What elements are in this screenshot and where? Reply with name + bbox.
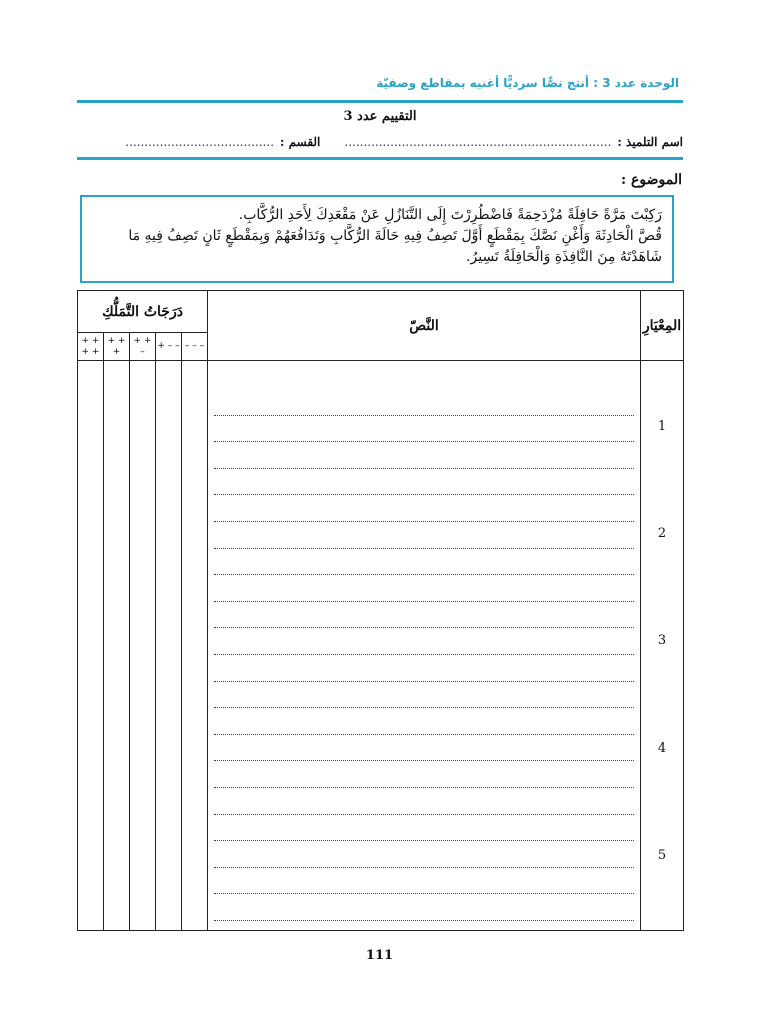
writing-area[interactable] bbox=[208, 361, 641, 931]
subject-box bbox=[80, 195, 674, 283]
student-name-field[interactable]: ...................................................................... bbox=[344, 135, 612, 149]
criterion-header: المِعْيَارِ bbox=[641, 291, 684, 361]
writing-line[interactable] bbox=[214, 522, 634, 549]
writing-line[interactable] bbox=[214, 894, 634, 921]
writing-line[interactable] bbox=[214, 682, 634, 709]
class-field[interactable]: ....................................... bbox=[125, 135, 275, 149]
writing-line[interactable] bbox=[214, 788, 634, 815]
mastery-level-2: + + – bbox=[130, 333, 156, 361]
subject-line-2: قُصَّ الْحَادِثَةَ وَأَغْنِ نَصَّكَ بِمَقْطَعٍ أَوَّلَ تَصِفُ فِيهِ حَالَةَ الرُّكَّابِ وَتَدَافُعَهُمْ وَبِمَقْطَعٍ ثَانٍ تَصِفُ فِيهِ مَا شَاهَدْتَهُ مِنَ النَّافِذَةِ وَالْحَافِلَةُ تَسِيرُ. bbox=[128, 228, 662, 265]
assessment-table bbox=[77, 290, 684, 931]
class-label: القسم : bbox=[280, 135, 321, 149]
criterion-1: 1 bbox=[657, 419, 667, 434]
mastery-level-0: – – – bbox=[182, 333, 208, 361]
mastery-column-4[interactable] bbox=[78, 361, 104, 931]
page-number: 111 bbox=[365, 948, 394, 963]
mastery-column-3[interactable] bbox=[104, 361, 130, 931]
criterion-3: 3 bbox=[657, 633, 667, 648]
writing-line[interactable] bbox=[214, 549, 634, 576]
writing-line[interactable] bbox=[214, 708, 634, 735]
writing-line[interactable] bbox=[214, 735, 634, 762]
subject-label: الموضوع : bbox=[621, 172, 682, 188]
writing-line[interactable] bbox=[214, 442, 634, 469]
mastery-column-2[interactable] bbox=[130, 361, 156, 931]
writing-line[interactable] bbox=[214, 602, 634, 629]
criteria-column bbox=[641, 361, 684, 931]
criterion-5: 5 bbox=[657, 848, 667, 863]
criterion-2: 2 bbox=[657, 526, 667, 541]
bottom-divider bbox=[77, 157, 683, 160]
mastery-level-1: + – – bbox=[156, 333, 182, 361]
subject-line-1: رَكِبْتَ مَرَّةً حَافِلَةً مُزْدَحِمَةً فَاضْطُرِرْتَ إِلَى التَّنَازُلِ عَنْ مَقْعَدِكَ لِأَحَدِ الرُّكَّابِ. bbox=[238, 207, 662, 223]
evaluation-title: التقييم عدد 3 bbox=[343, 109, 417, 124]
text-header: النَّصّ bbox=[208, 291, 641, 361]
writing-line[interactable] bbox=[214, 416, 634, 443]
student-fields bbox=[77, 135, 683, 149]
writing-line[interactable] bbox=[214, 495, 634, 522]
top-divider bbox=[77, 100, 683, 103]
writing-line[interactable] bbox=[214, 628, 634, 655]
mastery-level-4: + + + + bbox=[78, 333, 104, 361]
writing-line[interactable] bbox=[214, 841, 634, 868]
criterion-4: 4 bbox=[657, 741, 667, 756]
mastery-header: دَرَجَاتُ التَّمَلُّكِ bbox=[78, 291, 208, 333]
writing-line[interactable] bbox=[214, 389, 634, 416]
mastery-column-1[interactable] bbox=[156, 361, 182, 931]
writing-line[interactable] bbox=[214, 575, 634, 602]
writing-line[interactable] bbox=[214, 815, 634, 842]
unit-title: الوحدة عدد 3 : أنتج نصًّا سرديًّا أغنيه بمقاطع وصفيّة bbox=[376, 76, 679, 90]
writing-line[interactable] bbox=[214, 868, 634, 895]
mastery-level-3: + + + bbox=[104, 333, 130, 361]
writing-line[interactable] bbox=[214, 469, 634, 496]
writing-line[interactable] bbox=[214, 655, 634, 682]
mastery-column-0[interactable] bbox=[182, 361, 208, 931]
writing-line[interactable] bbox=[214, 761, 634, 788]
student-name-label: اسم التلميذ : bbox=[617, 135, 683, 149]
